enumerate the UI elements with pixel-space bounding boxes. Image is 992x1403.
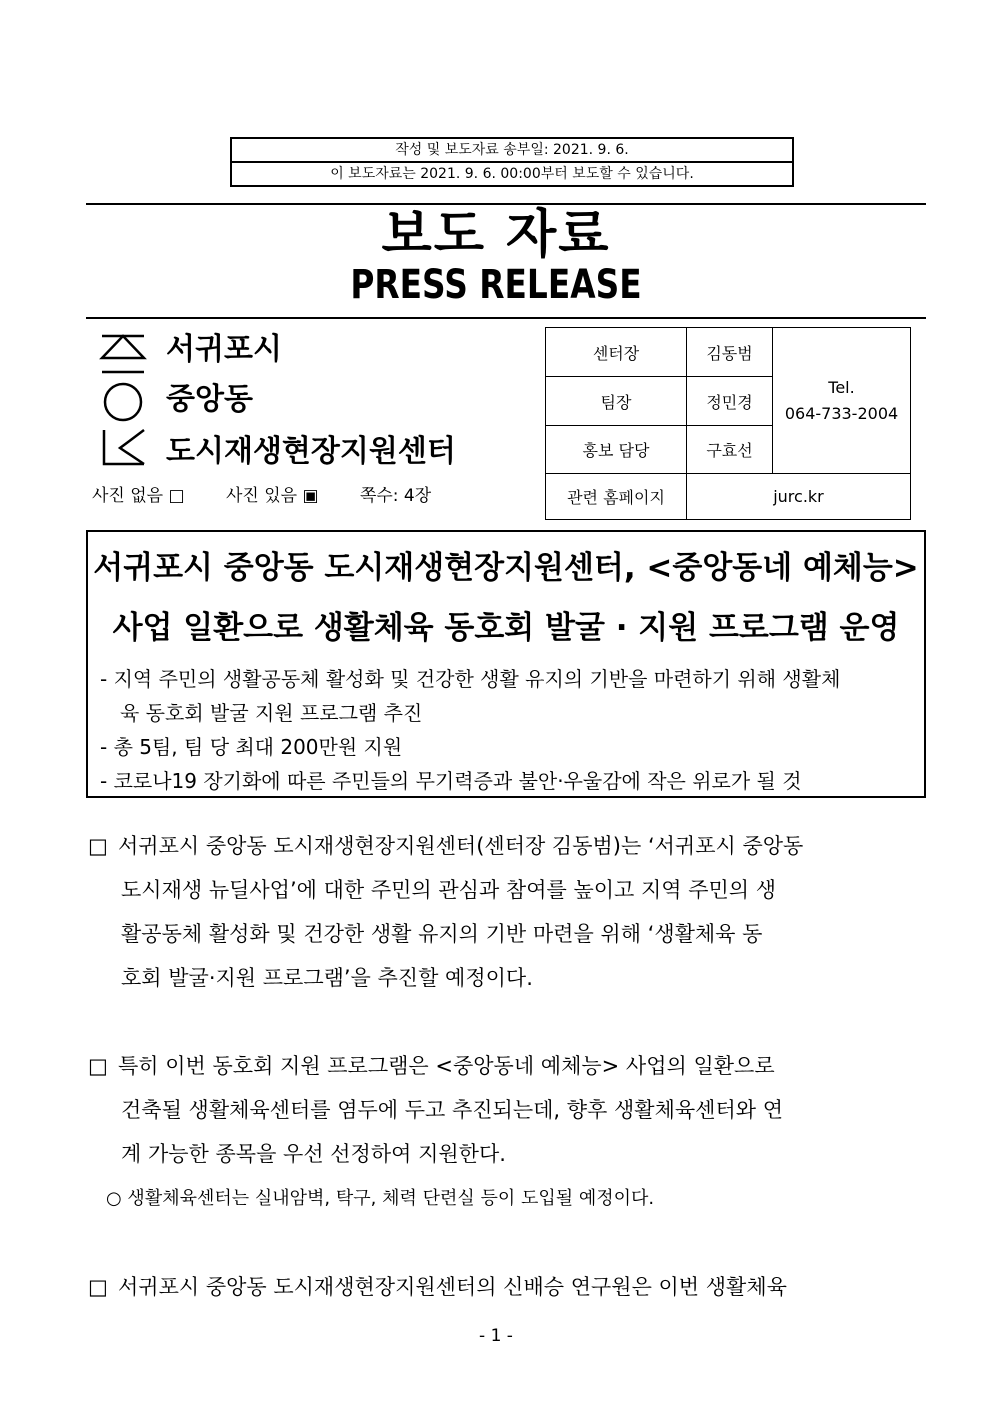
date-info-box (230, 137, 794, 187)
paragraph-line: 건축될 생활체육센터를 염두에 두고 추진되는데, 향후 생활체육센터와 연 (121, 1098, 783, 1122)
embargo-line: 이 보도자료는 2021. 9. 6. 00:00부터 보도할 수 있습니다. (232, 161, 792, 185)
org-name-line3: 도시재생현장지원센터 (166, 434, 456, 469)
checkbox-icon: □ (88, 1054, 108, 1078)
summary-bullet: - 총 5팀, 팀 당 최대 200만원 지원 (100, 735, 403, 759)
paragraph-line: 특히 이번 동호회 지원 프로그램은 <중앙동네 예체능> 사업의 일환으로 (118, 1054, 775, 1078)
photo-info (92, 484, 467, 508)
organization-logo (98, 334, 148, 474)
body-paragraph-3 (88, 1265, 908, 1309)
homepage-label: 관련 홈페이지 (546, 474, 687, 520)
sub-bullet: ○ 생활체육센터는 실내암벽, 탁구, 체력 단련실 등이 도입될 예정이다. (106, 1188, 655, 1209)
org-name-line2: 중앙동 (166, 382, 253, 417)
headline-line2: 사업 일환으로 생활체육 동호회 발굴 · 지원 프로그램 운영 (112, 610, 900, 646)
body-paragraph-2 (88, 1044, 908, 1176)
title-divider (86, 317, 926, 319)
page-count: 쪽수: 4장 (359, 486, 432, 506)
contact-name: 구효선 (687, 426, 773, 474)
title-english: PRESS RELEASE (350, 262, 642, 308)
homepage-url[interactable]: jurc.kr (687, 474, 911, 520)
contact-role: 홍보 담당 (546, 426, 687, 474)
no-photo-indicator: 사진 없음 □ (92, 486, 185, 506)
contact-name: 정민경 (687, 377, 773, 426)
checkbox-icon: □ (88, 834, 108, 858)
summary-bullet-continuation: 육 동호회 발굴 지원 프로그램 추진 (120, 701, 423, 725)
tel-label: Tel. (828, 377, 855, 397)
contact-role: 팀장 (546, 377, 687, 426)
checkbox-icon: □ (88, 1275, 108, 1299)
org-name-line1: 서귀포시 (166, 332, 282, 367)
headline-line1: 서귀포시 중앙동 도시재생현장지원센터, <중앙동네 예체능> (93, 550, 919, 586)
has-photo-indicator: 사진 있음 ▣ (225, 486, 319, 506)
summary-bullet: - 지역 주민의 생활공동체 활성화 및 건강한 생활 유지의 기반을 마련하기 위해 생활체 (100, 667, 841, 691)
paragraph-line: 호회 발굴·지원 프로그램’을 추진할 예정이다. (121, 966, 533, 990)
logo-shapes-icon (98, 334, 148, 470)
page-number: - 1 - (479, 1326, 513, 1346)
body-paragraph-1 (88, 824, 908, 1000)
paragraph-line: 도시재생 뉴딜사업’에 대한 주민의 관심과 참여를 높이고 지역 주민의 생 (121, 878, 777, 902)
contact-tel-cell (773, 328, 911, 474)
paragraph-line: 서귀포시 중앙동 도시재생현장지원센터의 신배승 연구원은 이번 생활체육 (118, 1275, 787, 1299)
summary-bullets (100, 662, 840, 798)
paragraph-line: 계 가능한 종목을 우선 선정하여 지원한다. (121, 1142, 506, 1166)
contact-role: 센터장 (546, 328, 687, 377)
tel-number: 064-733-2004 (784, 403, 899, 423)
date-line: 작성 및 보도자료 송부일: 2021. 9. 6. (395, 142, 629, 158)
paragraph-line: 활공동체 활성화 및 건강한 생활 유지의 기반 마련을 위해 ‘생활체육 동 (121, 922, 763, 946)
headline-box (86, 530, 926, 798)
contact-name: 김동범 (687, 328, 773, 377)
contact-table (545, 327, 911, 520)
summary-bullet: - 코로나19 장기화에 따른 주민들의 무기력증과 불안·우울감에 작은 위로가 될 것 (100, 769, 802, 793)
title-korean: 보도 자료 (381, 205, 611, 265)
paragraph-line: 서귀포시 중앙동 도시재생현장지원센터(센터장 김동범)는 ‘서귀포시 중앙동 (118, 834, 804, 858)
